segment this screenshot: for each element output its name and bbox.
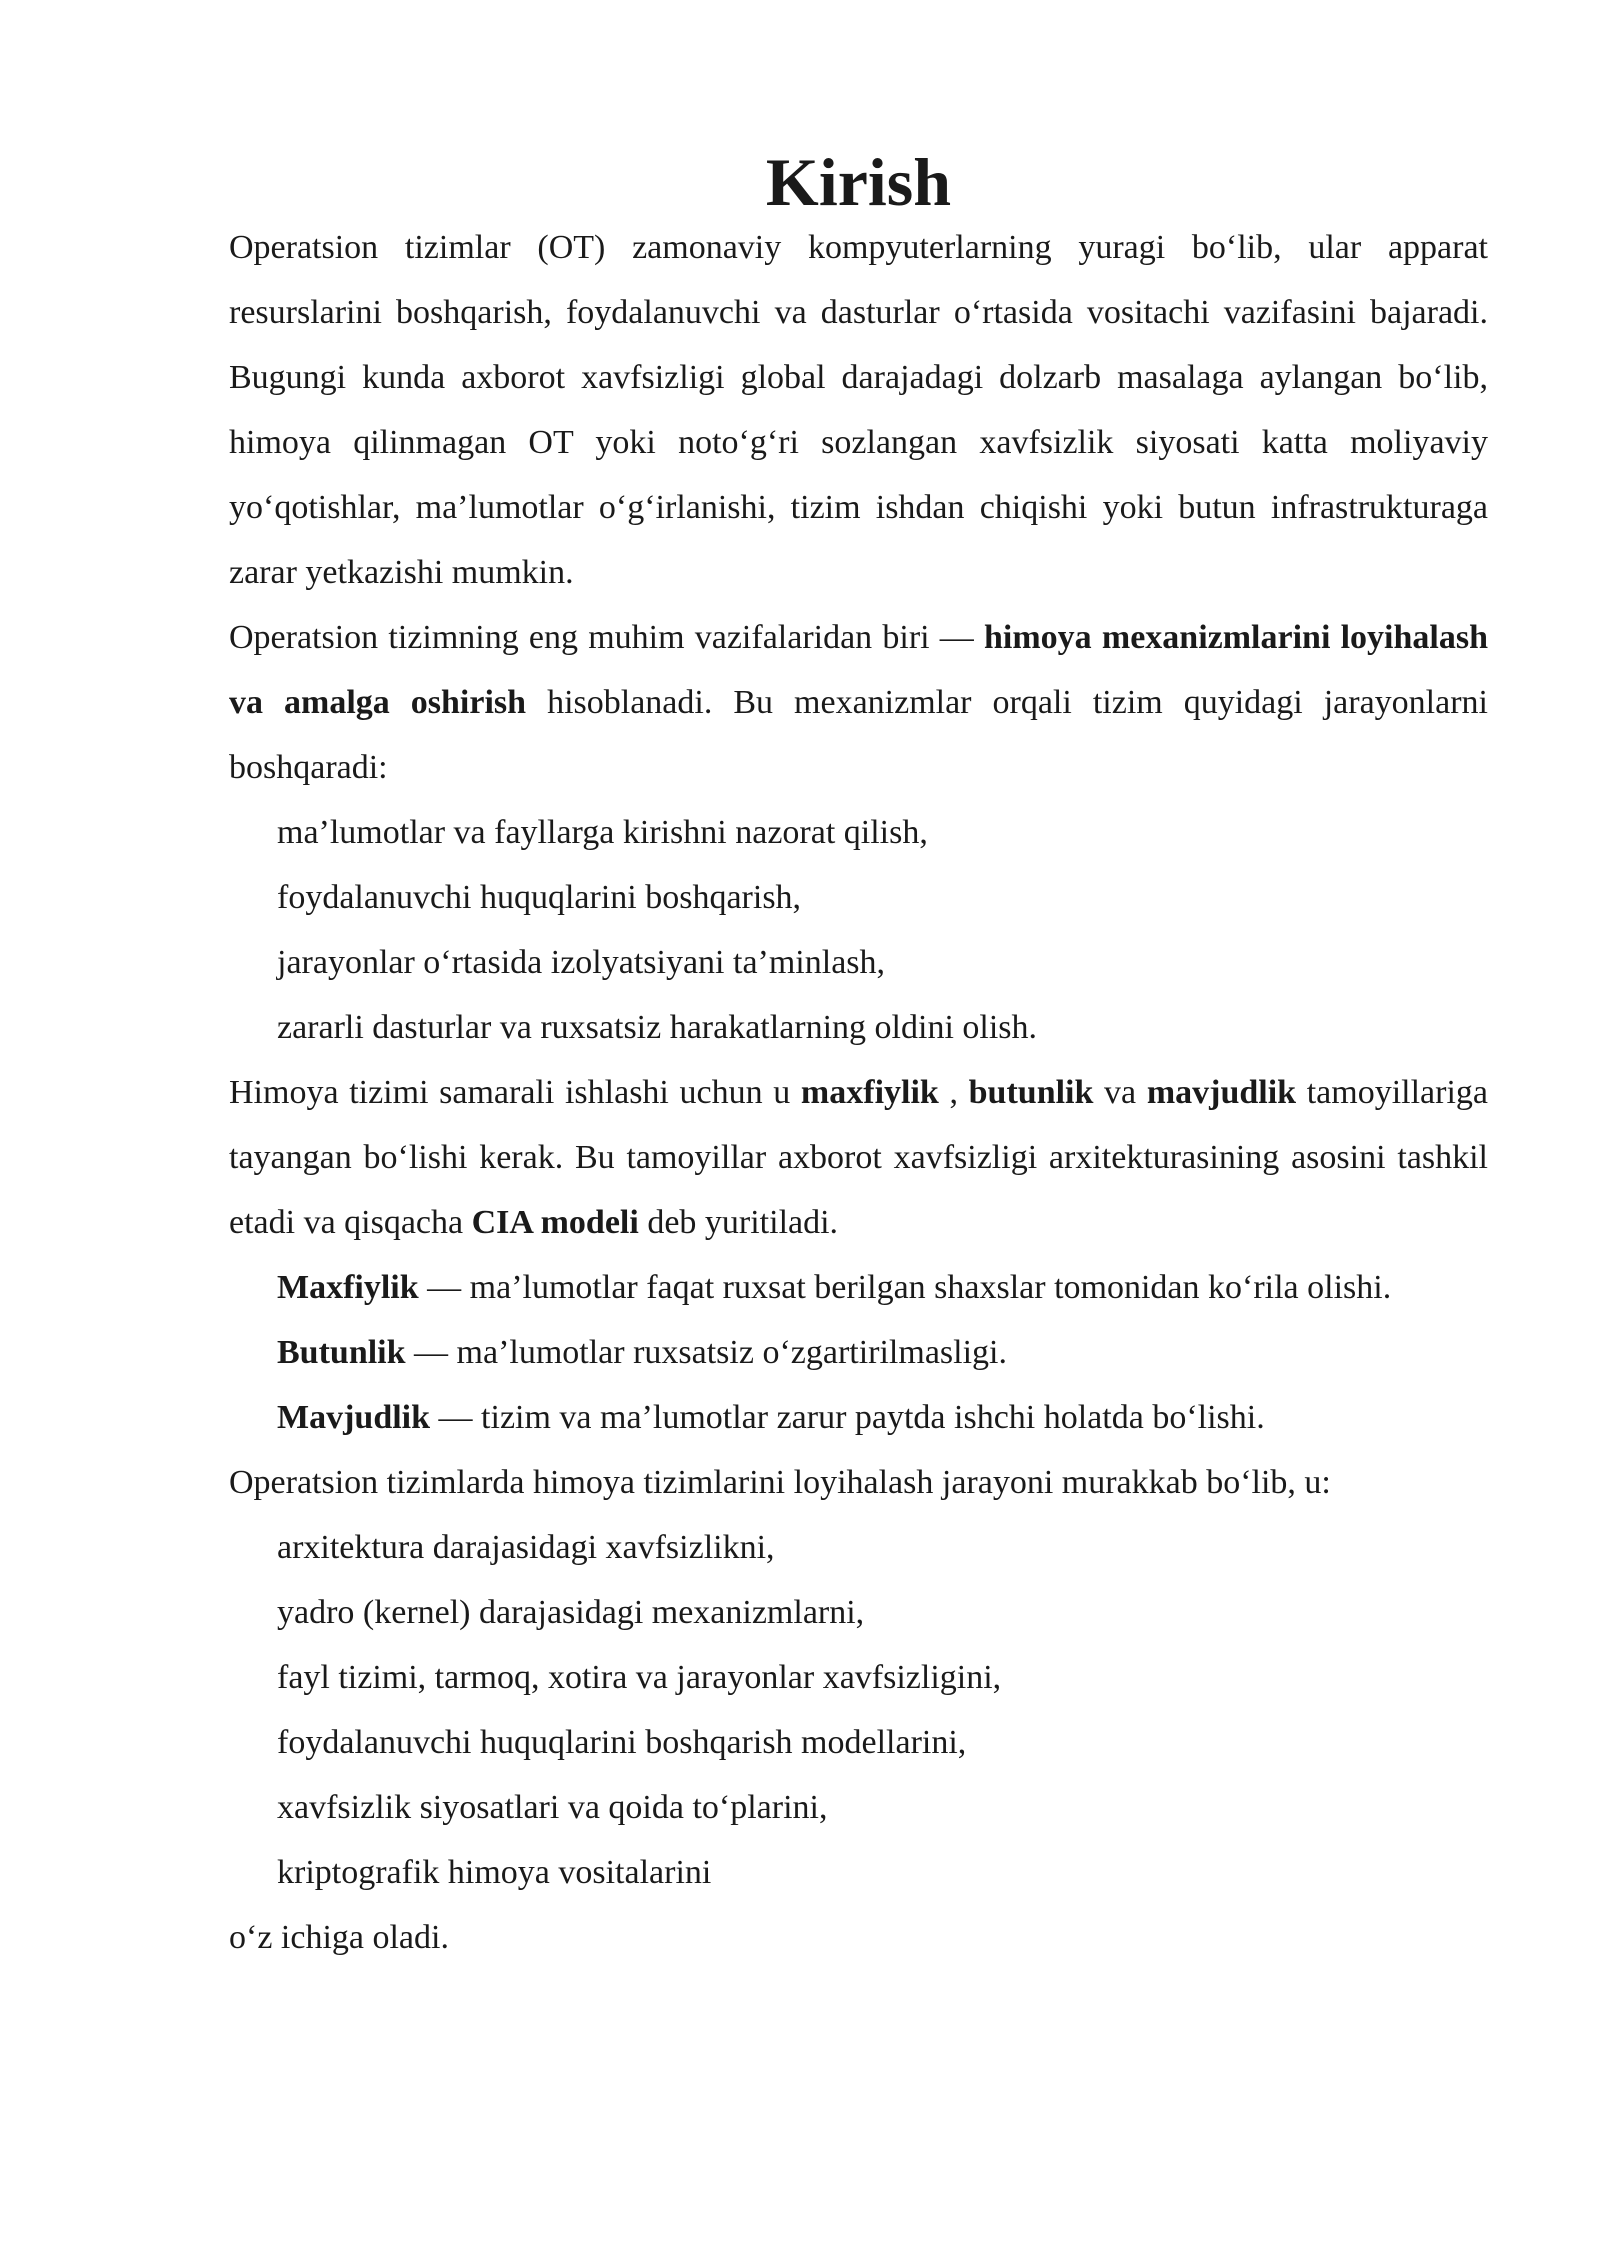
cia-item-availability xyxy=(229,1385,1488,1450)
principle-integrity: butunlik xyxy=(968,1074,1094,1111)
principles-text-4: tamoyillariga tayangan bo‘lishi kerak. Bu tamoyillar axborot xavfsizligi arxitekturasining asosini tashkil etadi va qisqacha xyxy=(229,1074,1489,1241)
cia-item-integrity xyxy=(229,1320,1488,1385)
list-item-cryptography: kriptografik himoya vositalarini xyxy=(277,1854,712,1891)
principles-text-2: , xyxy=(938,1074,969,1111)
list-item-access-control: ma’lumotlar va fayllarga kirishni nazorat qilish, xyxy=(277,814,928,851)
cia-term: Butunlik xyxy=(277,1334,406,1371)
cia-definition: — tizim va ma’lumotlar zarur paytda ishchi holatda bo‘lishi. xyxy=(430,1399,1265,1436)
principles-text-3: va xyxy=(1093,1074,1147,1111)
principles-text-5: deb yuritiladi. xyxy=(638,1204,839,1241)
functions-paragraph xyxy=(229,605,1488,800)
intro-paragraph: Operatsion tizimlar (OT) zamonaviy kompyuterlarning yuragi bo‘lib, ular apparat resurslarini boshqarish, foydalanuvchi va dasturlar o‘rtasida vositachi vazifasini bajaradi. Bugungi kunda axborot xavfsizligi global darajadagi dolzarb masalaga aylangan bo‘lib, himoya qilinmagan OT yoki noto‘g‘ri sozlangan xavfsizlik siyosati katta moliyaviy yo‘qotishlar, ma’lumotlar o‘g‘irlanishi, tizim ishdan chiqishi yoki butun infrastrukturaga zarar yetkazishi mumkin. xyxy=(229,229,1488,591)
document-page xyxy=(229,144,1489,1970)
principles-text-1: Himoya tizimi samarali ishlashi uchun u xyxy=(229,1074,801,1111)
principles-paragraph xyxy=(229,1060,1488,1255)
list-item-policies: xavfsizlik siyosatlari va qoida to‘plarini, xyxy=(277,1789,828,1826)
functions-text-end: hisoblanadi. Bu mexanizmlar orqali tizim quyidagi jarayonlarni boshqaradi: xyxy=(229,684,1488,786)
cia-term: Mavjudlik xyxy=(277,1399,431,1436)
list-item-user-rights: foydalanuvchi huquqlarini boshqarish, xyxy=(277,879,802,916)
functions-emphasis: himoya mexanizmlarini loyihalash va amalga oshirish xyxy=(229,619,1488,721)
list-item-kernel: yadro (kernel) darajasidagi mexanizmlarni, xyxy=(277,1594,865,1631)
page-title: Kirish xyxy=(765,144,952,220)
list-item-subsystems: fayl tizimi, tarmoq, xotira va jarayonlar xavfsizligini, xyxy=(277,1659,1002,1696)
list-item-architecture: arxitektura darajasidagi xavfsizlikni, xyxy=(277,1529,775,1566)
list-item-rights-models: foydalanuvchi huquqlarini boshqarish modellarini, xyxy=(277,1724,967,1761)
functions-text-start: Operatsion tizimning eng muhim vazifalaridan biri — xyxy=(229,619,984,656)
closing-line: o‘z ichiga oladi. xyxy=(229,1919,449,1956)
design-paragraph: Operatsion tizimlarda himoya tizimlarini loyihalash jarayoni murakkab bo‘lib, u: xyxy=(229,1464,1331,1501)
list-item-isolation: jarayonlar o‘rtasida izolyatsiyani ta’minlash, xyxy=(277,944,886,981)
cia-definition: — ma’lumotlar ruxsatsiz o‘zgartirilmasligi. xyxy=(405,1334,1007,1371)
cia-model-term: CIA modeli xyxy=(471,1204,639,1241)
principle-availability: mavjudlik xyxy=(1146,1074,1297,1111)
cia-term: Maxfiylik xyxy=(277,1269,419,1306)
list-item-malware-prevention: zararli dasturlar va ruxsatsiz harakatlarning oldini olish. xyxy=(277,1009,1038,1046)
cia-definition: — ma’lumotlar faqat ruxsat berilgan shaxslar tomonidan ko‘rila olishi. xyxy=(418,1269,1392,1306)
principle-confidentiality: maxfiylik xyxy=(800,1074,939,1111)
cia-item-confidentiality xyxy=(229,1255,1488,1320)
